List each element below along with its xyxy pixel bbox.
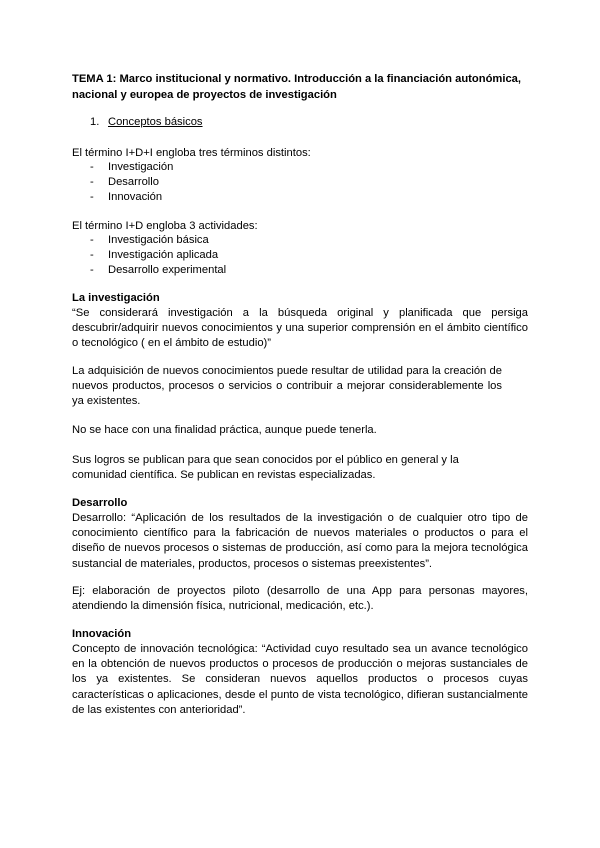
list-item: - Desarrollo experimental [90, 263, 226, 278]
investigacion-paragraph-2: La adquisición de nuevos conocimientos puede resultar de utilidad para la creación de nuevos productos, procesos o servicios o contribuir a mejorar considerablemente los ya existentes. [72, 365, 502, 408]
page-title: TEMA 1: Marco institucional y normativo. Introducción a la financiación autonómica, nacional y europea de proyectos de investigación [72, 73, 522, 101]
id-list [90, 233, 226, 278]
investigacion-paragraph-1: “Se considerará investigación a la búsqueda original y planificada que persiga descubrir/adquirir nuevos conocimientos y una superior comprensión en el ámbito científico o tecnológico ( en el ámbito de estudio)” [72, 307, 528, 350]
idi-list [90, 160, 173, 205]
desarrollo-paragraph-1: Desarrollo: “Aplicación de los resultados de la investigación o de cualquier otro tipo de conocimiento científico para la fabricación de nuevos materiales o productos o para el diseño de nuevos procesos o sistemas de producción, así como para la mejora tecnológica sustancial de materiales, productos, procesos o sistemas preexistentes”. [72, 512, 528, 570]
list-item: - Desarrollo [90, 175, 173, 190]
section-label: Conceptos básicos [108, 116, 203, 128]
list-item: - Investigación básica [90, 233, 226, 248]
heading-desarrollo: Desarrollo [72, 497, 128, 509]
section-number: 1. [90, 116, 100, 128]
investigacion-paragraph-3: No se hace con una finalidad práctica, aunque puede tenerla. [72, 424, 377, 436]
list-item: - Innovación [90, 190, 173, 205]
id-intro: El término I+D engloba 3 actividades: [72, 220, 258, 232]
section-heading-conceptos [90, 116, 203, 128]
heading-investigacion: La investigación [72, 292, 160, 304]
investigacion-paragraph-4: Sus logros se publican para que sean conocidos por el público en general y la comunidad científica. Se publican en revistas especializadas. [72, 454, 459, 482]
heading-innovacion: Innovación [72, 628, 132, 640]
innovacion-paragraph-1: Concepto de innovación tecnológica: “Actividad cuyo resultado sea un avance tecnológico en la obtención de nuevos productos o procesos de producción o mejoras sustanciales de los ya existentes. Se consideran nuevos aquellos productos o procesos cuyas características o aplicaciones, desde el punto de vista tecnológico, difieran sustancialmente de las existentes con anterioridad”. [72, 643, 528, 716]
desarrollo-paragraph-2: Ej: elaboración de proyectos piloto (desarrollo de una App para personas mayores, atendiendo la dimensión física, nutricional, medicación, etc.). [72, 585, 528, 613]
list-item: - Investigación aplicada [90, 248, 226, 263]
idi-intro: El término I+D+I engloba tres términos distintos: [72, 147, 311, 159]
list-item: - Investigación [90, 160, 173, 175]
